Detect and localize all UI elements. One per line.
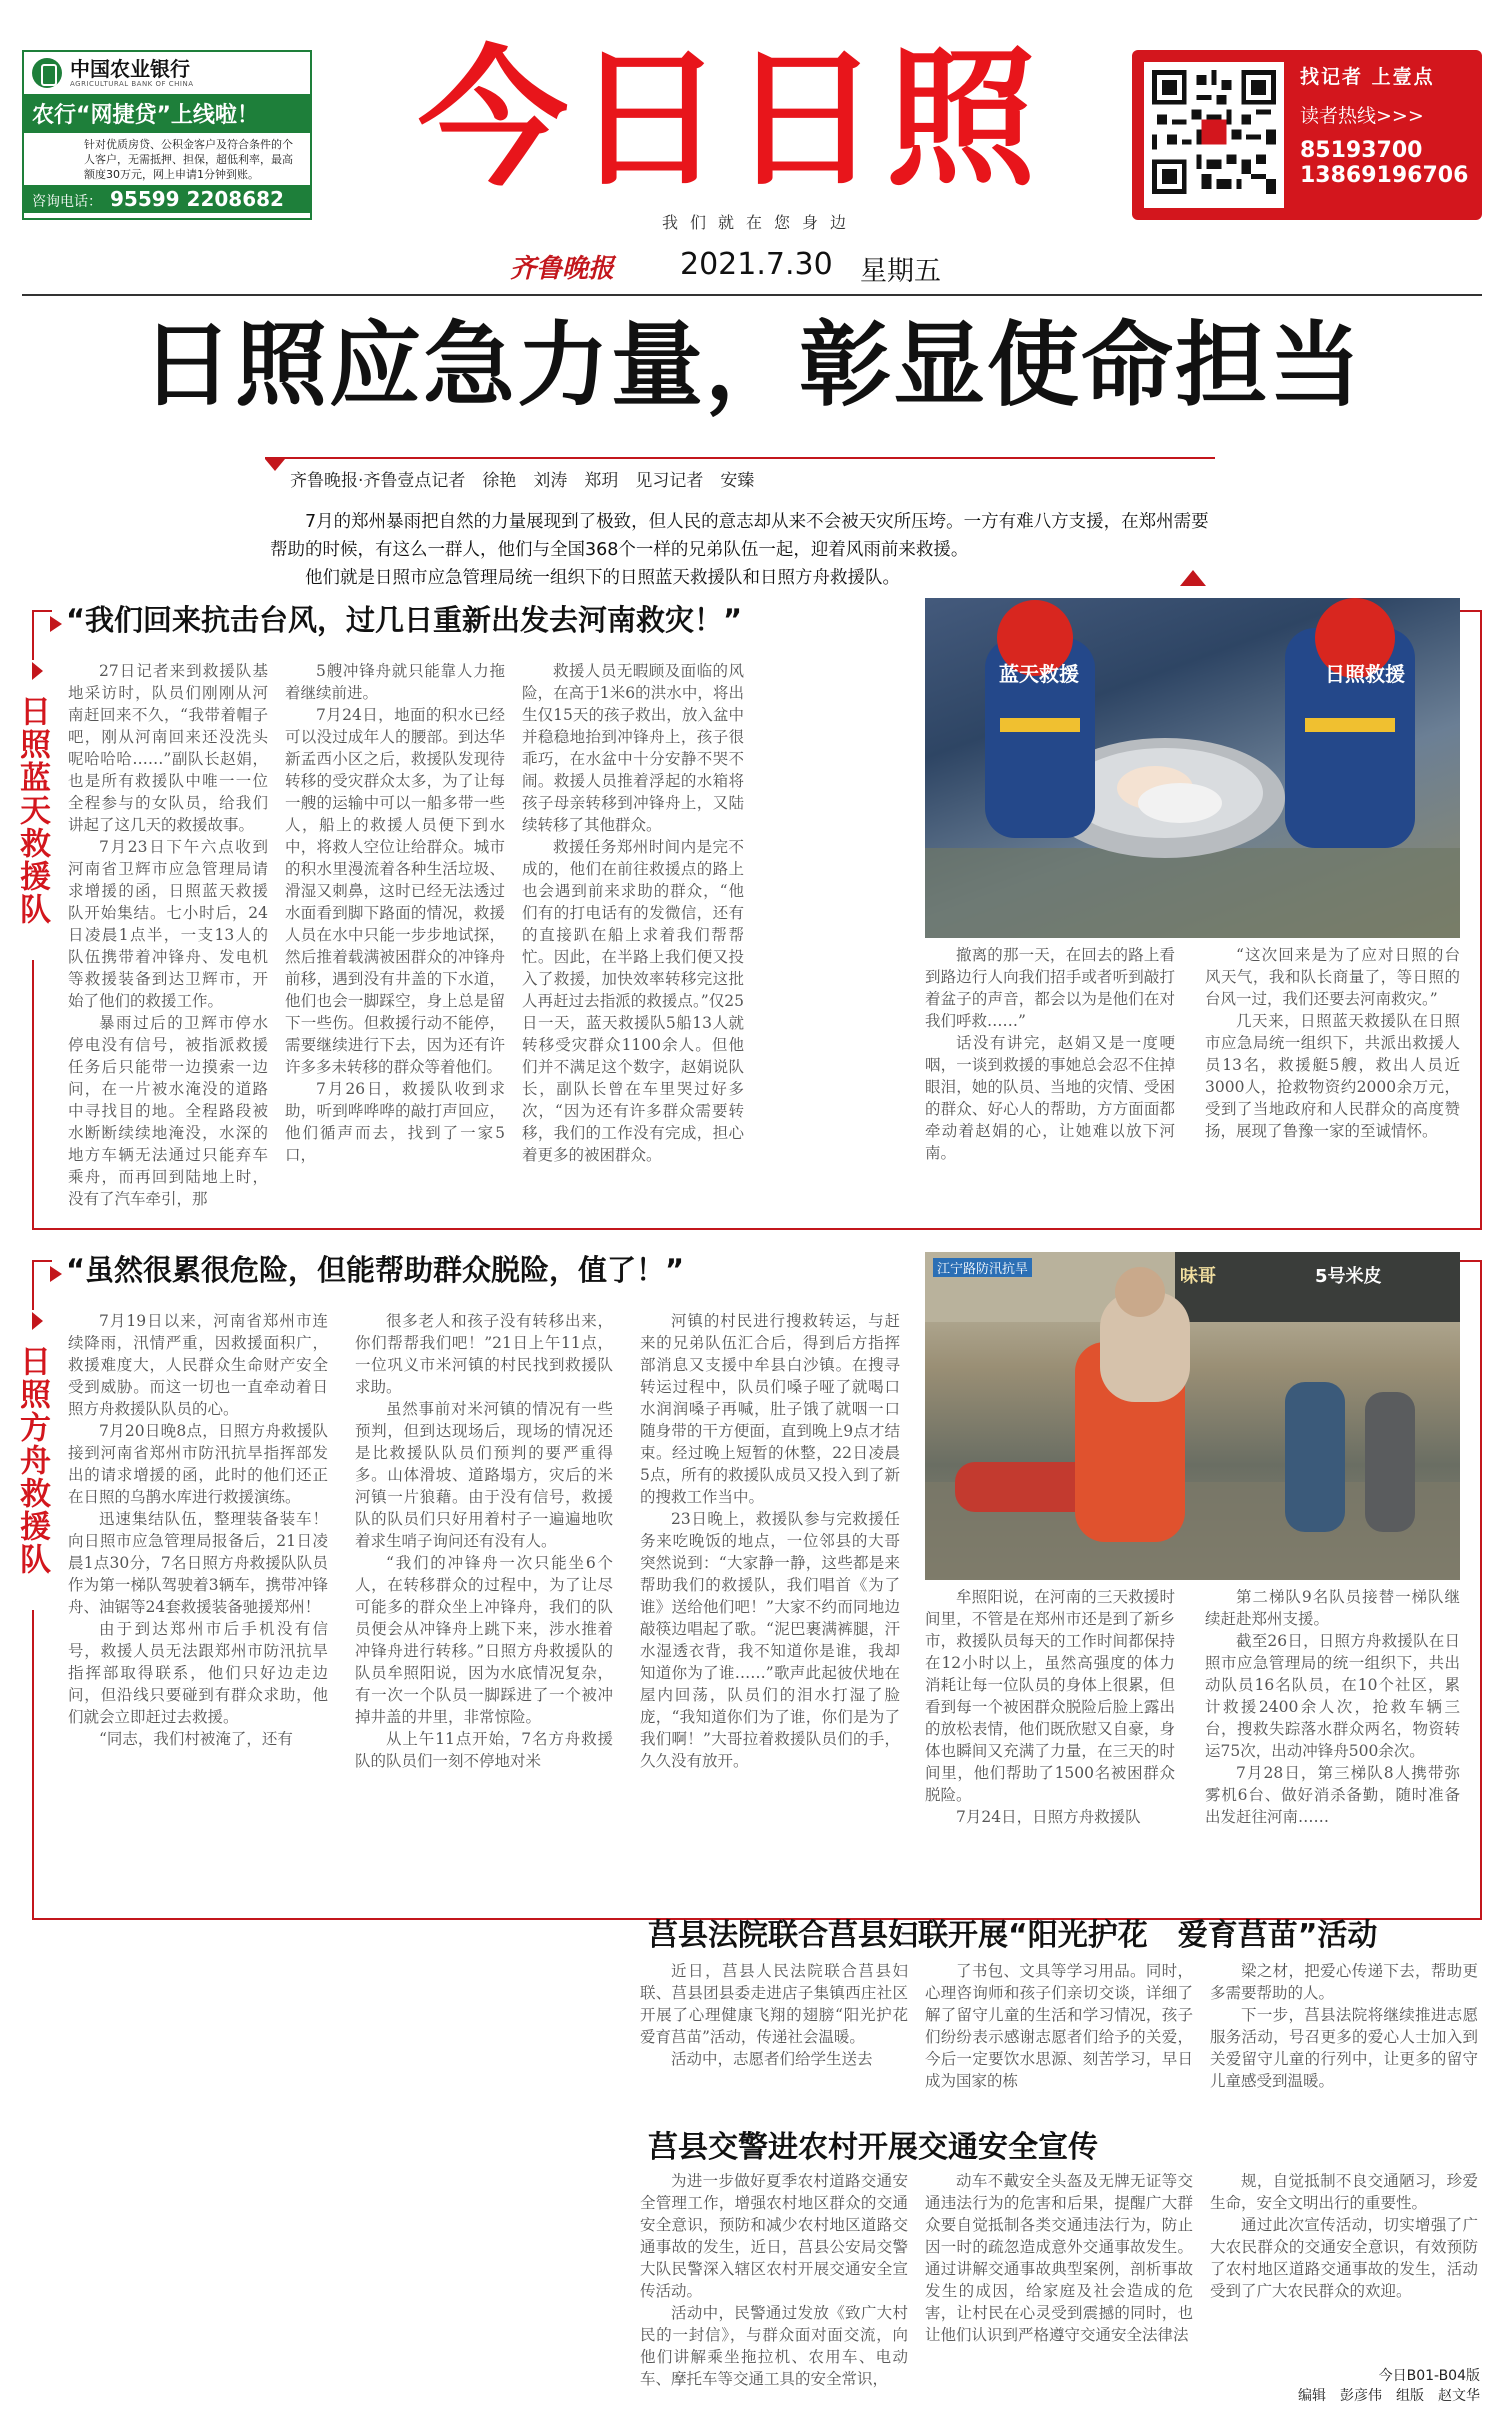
paragraph: “同志，我们村被淹了，还有: [99, 1730, 293, 1748]
ad-phone: [24, 185, 310, 213]
paragraph: 梁之材，把爱心传递下去，帮助更多需要帮助的人。: [1210, 1962, 1478, 2002]
article-column: [1205, 944, 1460, 1224]
intro-text: 他们就是日照市应急管理局统一组织下的日照蓝天救援队和日照方舟救援队。: [305, 568, 900, 588]
paragraph: 撤离的那一天，在回去的路上看到路边行人向我们招手或者听到敲打着盆子的声音，都会以为是他们在对我们呼救……”: [925, 946, 1175, 1030]
paragraph: 5艘冲锋舟就只能靠人力拖着继续前进。: [285, 662, 505, 702]
section-label-fangzhou: 日照方舟救援队: [12, 1310, 52, 1610]
byline-arrow-icon: [265, 459, 285, 471]
rescue-photo-elderly[interactable]: [925, 1252, 1460, 1580]
paragraph: 几天来，日照蓝天救援队在日照市应急局统一组织下，共派出救援人员13名，救援艇5艘，救出人员近3000人，抢救物资约2000余万元，受到了当地政府和人民群众的高度赞扬，展现了鲁豫一家的至诚情怀。: [1205, 1012, 1460, 1140]
paragraph: 7月19日以来，河南省郑州市连续降雨，汛情严重，因救援面积广，救援难度大，人民群众生命财产安全受到威胁。而这一切也一直牵动着日照方舟救援队队员的心。: [68, 1312, 328, 1418]
ad-phone-label: 咨询电话：: [32, 194, 102, 210]
paragraph: 活动中，志愿者们给学生送去: [671, 2050, 873, 2068]
paragraph: 截至26日，日照方舟救援队在日照市应急管理局的统一组织下，共出动队员16名队员，在10个社区，累计救援2400余人次，抢救车辆三台，搜救失踪落水群众两名，物资转运75次，出动冲锋舟500余次。: [1205, 1632, 1460, 1760]
label-arrow-icon: [32, 1312, 43, 1330]
paragraph: 第二梯队9名队员接替一梯队继续赶赴郑州支援。: [1205, 1588, 1460, 1628]
ad-slogan: 农行“网捷贷”上线啦！: [24, 94, 310, 133]
paragraph: 7月24日，日照方舟救援队: [956, 1808, 1141, 1826]
main-headline: 日照应急力量，彰显使命担当: [140, 312, 1363, 419]
heading-arrow-icon: [50, 616, 62, 632]
paragraph: 救援人员无暇顾及面临的风险，在高于1米6的洪水中，将出生仅15天的孩子救出，放入盆中并稳稳地抬到冲锋舟上，孩子很乖巧，在水盆中十分安静不哭不闹。救援人员推着浮起的水箱将孩子母亲转移到冲锋舟上，又陆续转移了其他群众。: [522, 662, 744, 834]
article-column: [640, 1960, 924, 2100]
masthead-brand: 齐鲁晚报: [510, 254, 615, 284]
paragraph: 河镇的村民进行搜救转运，与赶来的兄弟队伍汇合后，得到后方指挥部消息又支援中牟县白沙镇。在搜寻转运过程中，队员们嗓子哑了就喝口水润润嗓子再喊，肚子饿了就咽一口随身带的干方便面，直到晚上9点才结束。经过晚上短暂的休整，22日凌晨5点，所有的救援队成员又投入到了新的搜救工作当中。: [640, 1312, 900, 1506]
paragraph: 27日记者来到救援队基地采访时，队员们刚刚从河南赶回来不久，“我带着帽子吧，刚从河南回来还没洗头呢哈哈哈……”副队长赵娟，也是所有救援队中唯一一位全程参与的女队员，给我们讲起了这几天的救援故事。: [68, 662, 268, 834]
paragraph: 了书包、文具等学习用品。同时，心理咨询师和孩子们亲切交谈，详细了解了留守儿童的生活和学习情况，孩子们纷纷表示感谢志愿者们给予的关爱，今后一定要饮水思源、刻苦学习，早日成为国家的栋: [925, 1962, 1193, 2090]
paragraph: 近日，莒县人民法院联合莒县妇联、莒县团县委走进店子集镇西庄社区开展了心理健康飞翔的翅膀“阳光护花 爱育莒苗”活动，传递社会温暖。: [640, 1962, 924, 2046]
page-footer: [1215, 2366, 1480, 2406]
footer-editors: 编辑 彭彦伟 组版 赵文华: [1298, 2388, 1480, 2404]
intro-paragraph: [270, 508, 1210, 592]
article-column: [1205, 1586, 1460, 1912]
photo-text: 蓝天救援: [999, 662, 1079, 686]
article-column: [68, 660, 268, 1220]
photo-text: 日照救援: [1325, 662, 1405, 686]
paragraph: 从上午11点开始，7名方舟救援队的队员们一刻不停地对米: [355, 1730, 613, 1770]
contact-find-reporter: 找记者 上壹点: [1300, 66, 1435, 88]
contact-phone-2[interactable]: 13869196706: [1300, 163, 1469, 188]
article-column: [925, 1960, 1193, 2100]
ad-phone-number: 95599 2208682: [110, 187, 284, 211]
heading-arrow-icon: [50, 1266, 62, 1282]
paragraph: 7月26日，救援队收到求助，听到哗哗哗的敲打声回应，他们循声而去，找到了一家5口，: [285, 1080, 505, 1164]
article-column: [925, 1586, 1175, 1912]
ad-description: 针对优质房贷、公积金客户及符合条件的个人客户，无需抵押、担保，超低利率，最高额度30万元，网上申请1分钟到账。: [84, 138, 293, 181]
section-heading-fangzhou: “虽然很累很危险，但能帮助群众脱险，值了！”: [66, 1253, 685, 1287]
article-column: [285, 660, 505, 1220]
article-column: [522, 660, 744, 1220]
paragraph: 下一步，莒县法院将继续推进志愿服务活动，号召更多的爱心人士加入到关爱留守儿童的行列中，让更多的留守儿童感受到温暖。: [1210, 2006, 1478, 2090]
section-heading-lantian: “我们回来抗击台风，过几日重新出发去河南救灾！”: [66, 603, 743, 637]
intro-text: 7月的郑州暴雨把自然的力量展现到了极致，但人民的意志却从来不会被天灾所压垮。一方有难八方支援，在郑州需要帮助的时候，有这么一群人，他们与全国368个一样的兄弟队伍一起，迎着风雨前来救援。: [270, 512, 1209, 560]
article-column: [1210, 1960, 1478, 2100]
rescue-photo-infant[interactable]: [925, 598, 1460, 938]
paragraph: 7月20日晚8点，日照方舟救援队接到河南省郑州市防汛抗旱指挥部发出的请求增援的函，此时的他们还正在日照的乌鹊水库进行救援演练。: [68, 1422, 328, 1506]
paragraph: 动车不戴安全头盔及无牌无证等交通违法行为的危害和后果，提醒广大群众要自觉抵制各类交通违法行为，防止因一时的疏忽造成意外交通事故发生。通过讲解交通事故典型案例，剖析事故发生的成因，给家庭及社会造成的危害，让村民在心灵受到震撼的同时，也让他们认识到严格遵守交通安全法律法: [925, 2172, 1193, 2344]
contact-hotline-label: 读者热线>>>: [1300, 105, 1424, 127]
byline-rule: [265, 457, 1215, 459]
paragraph: “这次回来是为了应对日照的台风天气，我和队长商量了，等日照的台风一过，我们还要去河南救灾。”: [1205, 946, 1460, 1008]
article-column: [640, 1310, 900, 1910]
article-column: [640, 2170, 908, 2406]
masthead-divider: [22, 294, 1482, 296]
article-column: [925, 944, 1175, 1224]
photo-text: 江宁路防汛抗旱: [933, 1258, 1032, 1277]
article-title-court: 莒县法院联合莒县妇联开展“阳光护花 爱育莒苗”活动: [648, 1918, 1378, 1953]
bank-logo-row: [24, 52, 310, 94]
paragraph: 7月23日下午六点收到河南省卫辉市应急管理局请求增援的函，日照蓝天救援队开始集结。七小时后，24日凌晨1点半，一支13人的队伍携带着冲锋舟、发电机等救援装备到达卫辉市，开始了他们的救援工作。: [68, 838, 268, 1010]
reader-contact-box: [1132, 50, 1482, 220]
paragraph: 为进一步做好夏季农村道路交通安全管理工作，增强农村地区群众的交通安全意识，预防和减少农村地区道路交通事故的发生，近日，莒县公安局交警大队民警深入辖区农村开展交通安全宣传活动。: [640, 2172, 908, 2300]
label-arrow-icon: [32, 662, 43, 680]
paragraph: 7月24日，地面的积水已经可以没过成年人的腰部。到达华新孟西小区之后，救援队发现待转移的受灾群众太多，为了让每一艘的运输中可以一船多带一些人，船上的救援人员便下到水中，将救人空位让给群众。城市的积水里漫流着各种生活垃圾、滑湿又刺鼻，这时已经无法透过水面看到脚下路面的情况，救援人员在水中只能一步步地试探，然后推着载满被困群众的冲锋舟前移，遇到没有井盖的下水道，他们也会一脚踩空，身上总是留下一些伤。但救援行动不能停，需要继续进行下去，因为还有许许多多未转移的群众等着他们。: [285, 706, 505, 1076]
paragraph: 虽然事前对米河镇的情况有一些预判，但到达现场后，现场的情况还是比救援队队员们预判的要严重得多。山体滑坡、道路塌方，灾后的米河镇一片狼藉。由于没有信号，救援队的队员们只好用着村子一遍遍地吹着求生哨子询问还有没有人。: [355, 1400, 613, 1550]
bank-advertisement[interactable]: [22, 50, 312, 220]
footer-pages: 今日B01-B04版: [1378, 2368, 1480, 2384]
paragraph: 7月28日，第三梯队8人携带弥雾机6台、做好消杀备勤，随时准备出发赶往河南……: [1205, 1764, 1460, 1826]
bank-name: 中国农业银行: [70, 57, 190, 81]
article-column: [68, 1310, 328, 1910]
photo-text: 味哥: [1180, 1266, 1216, 1287]
paragraph: “我们的冲锋舟一次只能坐6个人，在转移群众的过程中，为了让尽可能多的群众坐上冲锋舟，我们的队员便会从冲锋舟上跳下来，涉水推着冲锋舟进行转移。”日照方舟救援队的队员牟照阳说，因为水底情况复杂，有一次一个队员一脚踩进了一个被冲掉井盖的井里，非常惊险。: [355, 1554, 613, 1726]
paragraph: 规，自觉抵制不良交通陋习，珍爱生命，安全文明出行的重要性。: [1210, 2172, 1478, 2212]
paragraph: 牟照阳说，在河南的三天救援时间里，不管是在郑州市还是到了新乡市，救援队员每天的工作时间都保持在12小时以上，虽然高强度的体力消耗让每一位队员的身体上很累，但看到每一个被困群众脱险后脸上露出的放松表情，他们既欣慰又自豪，身体也瞬间又充满了力量，在三天的时间里，他们帮助了1500名被困群众脱险。: [925, 1588, 1175, 1804]
contact-phone-1[interactable]: 85193700: [1300, 138, 1423, 163]
paragraph: 由于到达郑州市后手机没有信号，救援人员无法跟郑州市防汛抗旱指挥部取得联系，他们只好边走边问，但沿线只要碰到有群众求助，他们就会立即赶过去救援。: [68, 1620, 328, 1726]
rescue-scene-illustration: [925, 1252, 1460, 1580]
photo-text: 5号米皮: [1315, 1266, 1382, 1287]
masthead-date: 2021.7.30: [680, 247, 833, 282]
article-column: [1210, 2170, 1478, 2360]
bank-name-en: AGRICULTURAL BANK OF CHINA: [70, 80, 194, 88]
masthead-title: 今日日照: [417, 33, 1042, 207]
paragraph: 救援任务郑州时间内是完不成的，他们在前往救援点的路上也会遇到前来求助的群众，“他们有的打电话有的发微信，还有的直接趴在船上求着我们帮帮忙。因此，在半路上我们便又投入了救援，加快效率转移完这批人再赶过去指派的救援点。”仅25日一天，蓝天救援队5船13人就转移受灾群众1100余人。但他们并不满足这个数字，赵娟说队长，副队长曾在车里哭过好多次，“因为还有许多群众需要转移，我们的工作没有完成，担心着更多的被困群众。: [522, 838, 744, 1164]
article-title-traffic: 莒县交警进农村开展交通安全宣传: [648, 2130, 1098, 2165]
section-label-lantian: 日照蓝天救援队: [12, 660, 52, 960]
paragraph: 很多老人和孩子没有转移出来，你们帮帮我们吧！”21日上午11点，一位巩义市米河镇的村民找到救援队求助。: [355, 1312, 613, 1396]
bank-logo-icon: [32, 58, 62, 88]
rescue-scene-illustration: [925, 598, 1460, 938]
contact-lines: [1300, 62, 1468, 188]
paragraph: 话没有讲完，赵娟又是一度哽咽，一谈到救援的事她总会忍不住掉眼泪，她的队员、当地的灾情、受困的群众、好心人的帮助，方方面面都牵动着赵娟的心，让她难以放下河南。: [925, 1034, 1175, 1162]
qr-code-icon[interactable]: [1144, 62, 1284, 208]
paragraph: 23日晚上，救援队参与完救援任务来吃晚饭的地点，一位邻县的大哥突然说到：“大家静一静，这些都是来帮助我们的救援队，我们唱首《为了谁》送给他们吧！”大家不约而同地边敲筷边唱起了歌。“泥巴裹满裤腿，汗水湿透衣背，我不知道你是谁，我却知道你为了谁……”歌声此起彼伏地在屋内回荡，队员们的泪水打湿了脸庞，“我知道你们为了谁，你们是为了我们啊！”大哥拉着救援队员们的手，久久没有放开。: [640, 1510, 900, 1770]
paragraph: 迅速集结队伍，整理装备装车！向日照市应急管理局报备后，21日凌晨1点30分，7名日照方舟救援队队员作为第一梯队驾驶着3辆车，携带冲锋舟、油锯等24套救援装备驰援郑州！: [68, 1510, 328, 1616]
paragraph: 暴雨过后的卫辉市停水停电没有信号，被指派救援任务后只能带一边摸索一边问，在一片被水淹没的道路中寻找目的地。全程路段被水断断续续地淹没，水深的地方车辆无法通过只能弃车乘舟，而再回到陆地上时，没有了汽车牵引，那: [68, 1014, 268, 1208]
article-column: [925, 2170, 1193, 2406]
paragraph: 活动中，民警通过发放《致广大村民的一封信》，与群众面对面交流，向他们讲解乘坐拖拉机、农用车、电动车、摩托车等交通工具的安全常识，: [640, 2304, 908, 2388]
byline: 齐鲁晚报·齐鲁壹点记者 徐艳 刘涛 郑玥 见习记者 安臻: [290, 471, 755, 491]
paragraph: 通过此次宣传活动，切实增强了广大农民群众的交通安全意识，有效预防了农村地区道路交通事故的发生，活动受到了广大农民群众的欢迎。: [1210, 2216, 1478, 2300]
article-column: [355, 1310, 613, 1910]
intro-arrow-icon: [1180, 570, 1206, 586]
masthead-slogan: 我们就在您身边: [661, 213, 858, 232]
masthead-weekday: 星期五: [860, 256, 941, 287]
